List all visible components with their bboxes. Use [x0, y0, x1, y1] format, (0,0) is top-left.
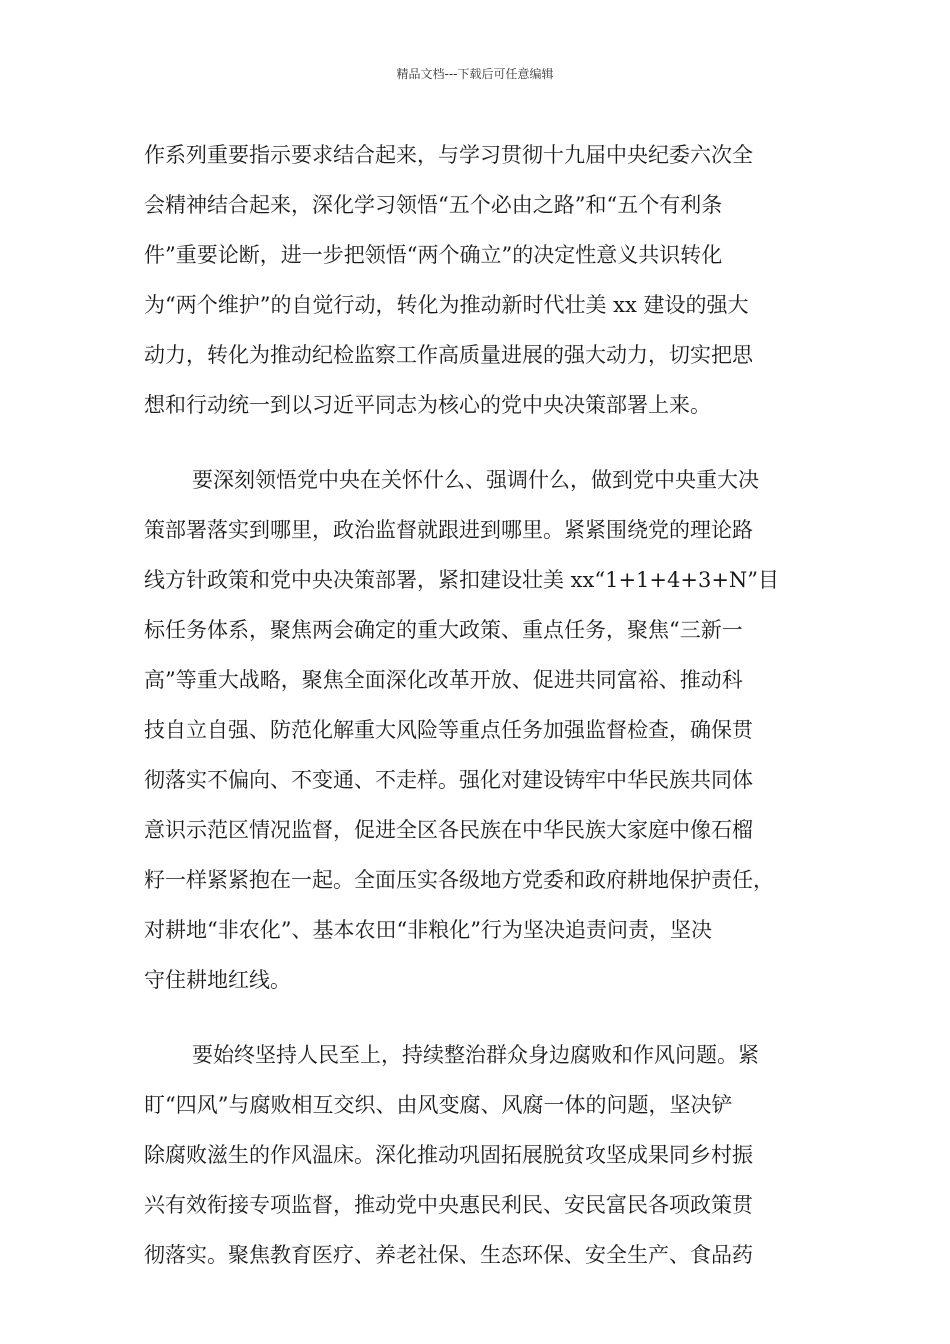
paragraph — [144, 130, 824, 430]
text-line: 对耕地“非农化”、基本农田“非粮化”行为坚决追责问责，坚决 — [144, 918, 712, 942]
text-line: 彻落实不偏向、不变通、不走样。强化对建设铸牢中华民族共同体 — [144, 768, 753, 792]
text-line: 守住耕地红线。 — [144, 968, 291, 992]
text-line: 会精神结合起来，深化学习领悟“五个必由之路”和“五个有利条 — [144, 193, 723, 217]
text-line: 意识示范区情况监督，促进全区各民族在中华民族大家庭中像石榴 — [144, 818, 753, 842]
text-line: 高”等重大战略，聚焦全面深化改革开放、促进共同富裕、推动科 — [144, 668, 743, 692]
text-line: 线方针政策和党中央决策部署，紧扣建设壮美 xx“1+1+4+3+N”目 — [144, 568, 780, 592]
text-line: 技自立自强、防范化解重大风险等重点任务加强监督检查，确保贯 — [144, 718, 753, 742]
text-line: 为“两个维护”的自觉行动，转化为推动新时代壮美 xx 建设的强大 — [144, 293, 749, 317]
text-line: 除腐败滋生的作风温床。深化推动巩固拓展脱贫攻坚成果同乡村振 — [144, 1143, 753, 1167]
page-header: 精品文档---下载后可任意编辑 — [396, 67, 554, 81]
text-line: 动力，转化为推动纪检监察工作高质量进展的强大动力，切实把思 — [144, 343, 753, 367]
text-line: 要始终坚持人民至上，持续整治群众身边腐败和作风问题。紧 — [192, 1043, 759, 1067]
text-line: 想和行动统一到以习近平同志为核心的党中央决策部署上来。 — [144, 393, 711, 417]
text-line: 件”重要论断，进一步把领悟“两个确立”的决定性意义共识转化 — [144, 243, 723, 267]
text-line: 作系列重要指示要求结合起来，与学习贯彻十九届中央纪委六次全 — [144, 143, 753, 167]
text-line: 策部署落实到哪里，政治监督就跟进到哪里。紧紧围绕党的理论路 — [144, 518, 753, 542]
paragraph — [144, 1030, 824, 1280]
text-line: 标任务体系，聚焦两会确定的重大政策、重点任务，聚焦“三新一 — [144, 618, 743, 642]
document-body — [144, 130, 824, 1280]
text-line: 籽一样紧紧抱在一起。全面压实各级地方党委和政府耕地保护责任， — [144, 868, 774, 892]
text-line: 盯“四风”与腐败相互交织、由风变腐、风腐一体的问题，坚决铲 — [144, 1093, 733, 1117]
text-line: 兴有效衔接专项监督，推动党中央惠民利民、安民富民各项政策贯 — [144, 1193, 753, 1217]
paragraph — [144, 455, 824, 1005]
text-line: 要深刻领悟党中央在关怀什么、强调什么，做到党中央重大决 — [192, 468, 759, 492]
text-line: 彻落实。聚焦教育医疗、养老社保、生态环保、安全生产、食品药 — [144, 1243, 753, 1267]
